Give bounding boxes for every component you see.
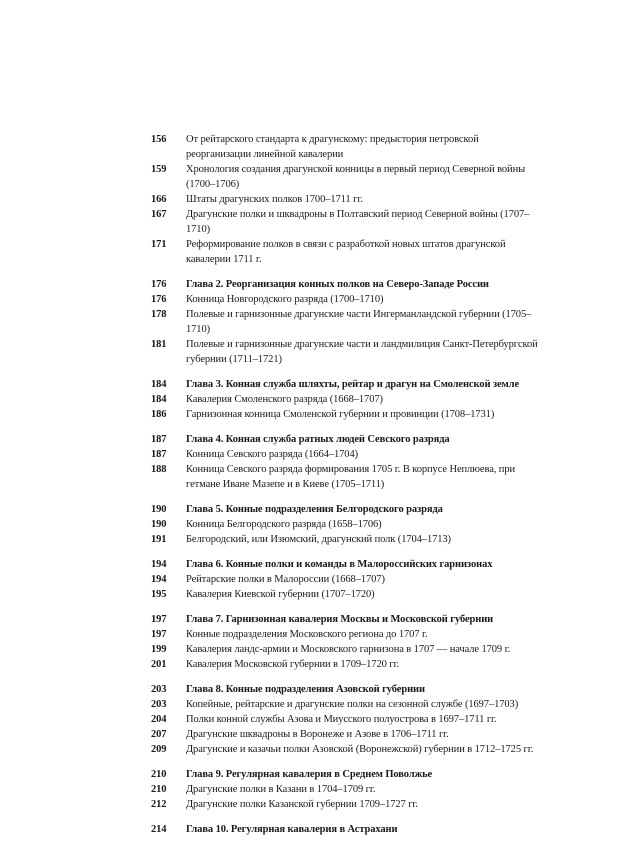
toc-chapter-row	[151, 377, 543, 392]
toc-chapter-row	[151, 432, 543, 447]
toc-chapter-row	[151, 502, 543, 517]
toc-page-number: 210	[151, 784, 167, 795]
toc-chapter-title: Глава 8. Конные подразделения Азовской губернии	[186, 684, 425, 695]
toc-page-number: 171	[151, 239, 167, 250]
toc-entry-row	[151, 587, 543, 602]
toc-entry-row	[151, 627, 543, 642]
toc-page-number: 209	[151, 744, 167, 755]
toc-entry-row	[151, 307, 543, 337]
toc-page-number: 176	[151, 294, 167, 305]
toc-page-number: 181	[151, 339, 167, 350]
toc-entry-text: Кавалерия Московской губернии в 1709–1720 гг.	[186, 659, 400, 670]
toc-entry-text: Драгунские шквадроны в Воронеже и Азове в 1706–1711 гг.	[186, 729, 449, 740]
toc-page-number: 203	[151, 699, 167, 710]
toc-page-number: 199	[151, 644, 167, 655]
toc-entry-row	[151, 572, 543, 587]
toc-entry-text: Штаты драгунских полков 1700–1711 гг.	[186, 194, 363, 205]
toc-page-number: 187	[151, 449, 167, 460]
toc-chapter-title: Глава 2. Реорганизация конных полков на Северо-Западе России	[186, 279, 489, 290]
toc-entry-row	[151, 517, 543, 532]
toc-page-number: 207	[151, 729, 167, 740]
toc-entry-text: Кавалерия Смоленского разряда (1668–1707)	[186, 394, 383, 405]
toc-page-number: 167	[151, 209, 167, 220]
toc-entry-text: Драгунские и казачьи полки Азовской (Воронежской) губернии в 1712–1725 гг.	[186, 744, 534, 755]
toc-entry-row	[151, 292, 543, 307]
toc-chapter-row	[151, 612, 543, 627]
toc-page-number: 188	[151, 464, 167, 475]
toc-page-number: 176	[151, 279, 167, 290]
toc-page-number: 187	[151, 434, 167, 445]
toc-page-number: 186	[151, 409, 167, 420]
toc-chapter-title: Глава 3. Конная служба шляхты, рейтар и драгун на Смоленской земле	[186, 379, 520, 390]
toc-entry-row	[151, 237, 543, 267]
toc-chapter-title: Глава 10. Регулярная кавалерия в Астрахани	[186, 824, 398, 835]
toc-entry-text: Полевые и гарнизонные драгунские части Ингерманландской губернии (1705–1710)	[186, 309, 532, 335]
toc-page-number: 201	[151, 659, 167, 670]
toc-entry-row	[151, 742, 543, 757]
toc-page-number: 184	[151, 379, 167, 390]
toc-page-number: 197	[151, 629, 167, 640]
toc-entry-text: От рейтарского стандарта к драгунскому: предыстория петровской реорганизации линейной кавалерии	[186, 134, 479, 160]
toc-chapter-row	[151, 822, 543, 837]
toc-entry-row	[151, 337, 543, 367]
toc-chapter-row	[151, 277, 543, 292]
toc-page-number: 194	[151, 574, 167, 585]
toc-entry-row	[151, 642, 543, 657]
toc-entry-row	[151, 697, 543, 712]
toc-page-number: 194	[151, 559, 167, 570]
toc-entry-text: Конница Севского разряда формирования 1705 г. В корпусе Неплюева, при гетмане Иване Мазепе и в Киеве (1705–1711)	[186, 464, 515, 490]
toc-entry-text: Реформирование полков в связи с разработкой новых штатов драгунской кавалерии 1711 г.	[186, 239, 506, 265]
toc-chapter-title: Глава 6. Конные полки и команды в Малороссийских гарнизонах	[186, 559, 493, 570]
toc-page-number: 190	[151, 504, 167, 515]
toc-entry-text: Хронология создания драгунской конницы в первый период Северной войны (1700–1706)	[186, 164, 526, 190]
toc-entry-text: Конница Белгородского разряда (1658–1706)	[186, 519, 382, 530]
toc-entry-text: Конница Новгородского разряда (1700–1710)	[186, 294, 384, 305]
toc-page-number: 204	[151, 714, 167, 725]
toc-entry-text: Рейтарские полки в Малороссии (1668–1707)	[186, 574, 385, 585]
toc-entry-text: Драгунские полки Казанской губернии 1709–1727 гг.	[186, 799, 418, 810]
toc-entry-row	[151, 447, 543, 462]
toc-entry-text: Гарнизонная конница Смоленской губернии и провинции (1708–1731)	[186, 409, 495, 420]
toc-entry-text: Конные подразделения Московского региона до 1707 г.	[186, 629, 428, 640]
toc-chapter-title: Глава 5. Конные подразделения Белгородского разряда	[186, 504, 443, 515]
toc-chapter-title: Глава 7. Гарнизонная кавалерия Москвы и Московской губернии	[186, 614, 494, 625]
toc-entry-row	[151, 462, 543, 492]
toc-page-number: 197	[151, 614, 167, 625]
toc-chapter-title: Глава 9. Регулярная кавалерия в Среднем Поволжье	[186, 769, 433, 780]
toc-entry-row	[151, 207, 543, 237]
toc-page-number: 212	[151, 799, 167, 810]
toc-entry-text: Полки конной службы Азова и Миусского полуострова в 1697–1711 гг.	[186, 714, 497, 725]
toc-entry-row	[151, 162, 543, 192]
toc-page-number: 178	[151, 309, 167, 320]
toc-entry-text: Кавалерия ландс-армии и Московского гарнизона в 1707 — начале 1709 г.	[186, 644, 511, 655]
toc-chapter-row	[151, 557, 543, 572]
toc-entry-row	[151, 407, 543, 422]
toc-entry-row	[151, 132, 543, 162]
toc-entry-row	[151, 782, 543, 797]
toc-entry-row	[151, 392, 543, 407]
toc-page-number: 190	[151, 519, 167, 530]
toc-page-number: 210	[151, 769, 167, 780]
toc-page-number: 184	[151, 394, 167, 405]
toc-entry-text: Кавалерия Киевской губернии (1707–1720)	[186, 589, 375, 600]
toc-page-number: 166	[151, 194, 167, 205]
toc-chapter-title: Глава 4. Конная служба ратных людей Севского разряда	[186, 434, 450, 445]
toc-entry-text: Драгунские полки в Казани в 1704–1709 гг.	[186, 784, 376, 795]
toc-page-number: 191	[151, 534, 167, 545]
toc-entry-text: Полевые и гарнизонные драгунские части и ландмилиция Санкт-Петербургской губернии (1711–1721)	[186, 339, 538, 365]
toc-entry-row	[151, 192, 543, 207]
toc-page-number: 203	[151, 684, 167, 695]
toc-entry-text: Белгородский, или Изюмский, драгунский полк (1704–1713)	[186, 534, 451, 545]
toc-entry-row	[151, 532, 543, 547]
toc-page-number: 156	[151, 134, 167, 145]
toc-entry-text: Драгунские полки и шквадроны в Полтавский период Северной войны (1707–1710)	[186, 209, 530, 235]
toc-page-number: 214	[151, 824, 167, 835]
toc-list	[151, 132, 543, 837]
toc-page-number: 195	[151, 589, 167, 600]
toc-chapter-row	[151, 682, 543, 697]
toc-page-number: 159	[151, 164, 167, 175]
toc-entry-row	[151, 797, 543, 812]
toc-entry-row	[151, 712, 543, 727]
toc-entry-row	[151, 727, 543, 742]
toc-entry-text: Конница Севского разряда (1664–1704)	[186, 449, 358, 460]
toc-chapter-row	[151, 767, 543, 782]
toc-entry-text: Копейные, рейтарские и драгунские полки на сезонной службе (1697–1703)	[186, 699, 519, 710]
toc-entry-row	[151, 657, 543, 672]
